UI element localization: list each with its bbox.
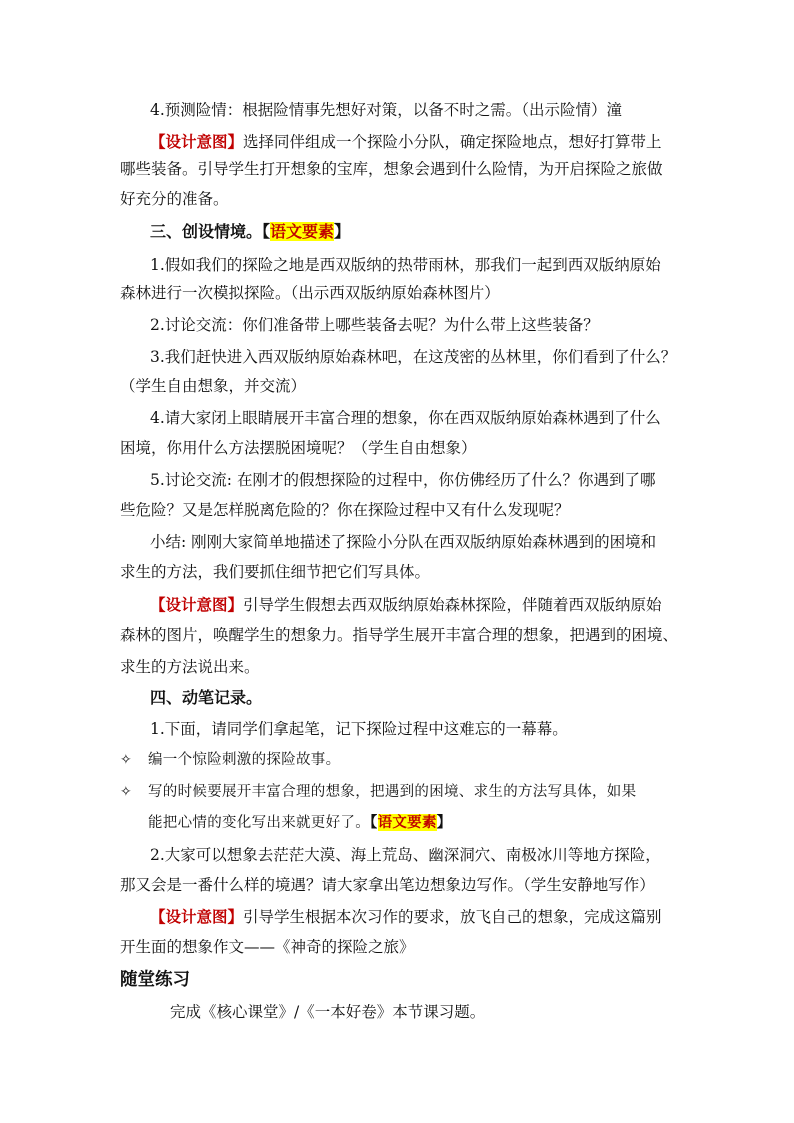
scenario-1-line-b: 森林进行一次模拟探险。（出示西双版纳原始森林图片） xyxy=(120,284,500,302)
practice-line: 完成《核心课堂》/《一本好卷》本节课习题。 xyxy=(170,1003,486,1021)
design-intent-tag: 【设计意图】 xyxy=(150,595,244,614)
stray-mark: 潼 xyxy=(606,101,623,119)
step-4-text: 4.预测险情：根据险情事先想好对策，以备不时之需。（出示险情） xyxy=(150,101,607,119)
design-intent-2-line-b: 森林的图片，唤醒学生的想象力。指导学生展开丰富合理的想象，把遇到的困境、 xyxy=(120,626,679,644)
design-intent-text: 引导学生假想去西双版纳原始森林探险，伴随着西双版纳原始 xyxy=(243,596,662,614)
diamond-bullet-icon: ✧ xyxy=(120,752,132,768)
scenario-1-line-a: 1.假如我们的探险之地是西双版纳的热带雨林，那我们一起到西双版纳原始 xyxy=(150,256,661,274)
design-intent-text: 选择同伴组成一个探险小分队，确定探险地点，想好打算带上 xyxy=(243,133,662,151)
writing-2-line-a: 2.大家可以想象去茫茫大漠、海上荒岛、幽深洞穴、南极冰川等地方探险， xyxy=(150,846,661,864)
design-intent-2-line-a xyxy=(150,593,662,617)
scenario-3-line-b: （学生自由想象，并交流） xyxy=(120,377,307,395)
scenario-5-line-a: 5.讨论交流: 在刚才的假想探险的过程中，你仿佛经历了什么？你遇到了哪 xyxy=(150,471,656,489)
bullet-1-text: 编一个惊险刺激的探险故事。 xyxy=(148,752,341,768)
design-intent-text: 引导学生根据本次习作的要求，放飞自己的想象，完成这篇别 xyxy=(243,908,662,926)
design-intent-tag: 【设计意图】 xyxy=(150,907,244,926)
design-intent-3-line-a xyxy=(150,905,662,929)
section-title-practice: 随堂练习 xyxy=(120,970,190,990)
design-intent-2-line-c: 求生的方法说出来。 xyxy=(120,658,260,676)
design-intent-tag: 【设计意图】 xyxy=(150,132,244,151)
writing-1-line: 1.下面，请同学们拿起笔，记下探险过程中这难忘的一幕幕。 xyxy=(150,720,568,738)
language-element-tag: 语文要素 xyxy=(377,814,437,831)
design-intent-1-line-b: 哪些装备。引导学生打开想象的宝库，想象会遇到什么险情，为开启探险之旅做 xyxy=(120,160,663,178)
bullet-2-line-b: 能把心情的变化写出来就更好了。【语文要素】 xyxy=(148,814,452,831)
bullet-2-text-b: 能把心情的变化写出来就更好了。 xyxy=(148,815,370,831)
scenario-4-line-a: 4.请大家闭上眼睛展开丰富合理的想象，你在西双版纳原始森林遇到了什么 xyxy=(150,409,661,427)
scenario-2-line: 2.讨论交流：你们准备带上哪些装备去呢？为什么带上这些装备？ xyxy=(150,316,599,334)
scenario-3-line-a: 3.我们赶快进入西双版纳原始森林吧，在这茂密的丛林里，你们看到了什么？ xyxy=(150,348,677,366)
bullet-2-text-a: 写的时候要展开丰富合理的想象，把遇到的困境、求生的方法写具体，如果 xyxy=(148,784,637,800)
diamond-bullet-icon: ✧ xyxy=(120,784,132,800)
design-intent-3-line-b: 开生面的想象作文——《神奇的探险之旅》 xyxy=(120,938,415,956)
language-element-tag: 语文要素 xyxy=(270,222,335,241)
scenario-5-line-b: 些危险？又是怎样脱离危险的？你在探险过程中又有什么发现呢？ xyxy=(120,501,570,519)
section-3-heading: 三、创设情境。【语文要素】 xyxy=(150,222,351,241)
step-4-line xyxy=(150,98,622,122)
summary-line-a: 小结: 刚刚大家简单地描述了探险小分队在西双版纳原始森林遇到的困境和 xyxy=(150,533,657,551)
section-4-heading: 四、动笔记录。 xyxy=(150,688,263,707)
scenario-4-line-b: 困境，你用什么方法摆脱困境呢？（学生自由想象） xyxy=(120,439,477,457)
section-3-title: 三、创设情境。 xyxy=(150,222,263,241)
design-intent-1-line-c: 好充分的准备。 xyxy=(120,190,229,208)
summary-line-b: 求生的方法，我们要抓住细节把它们写具体。 xyxy=(120,563,431,581)
design-intent-1-line-a xyxy=(150,130,662,154)
writing-2-line-b: 那又会是一番什么样的境遇？请大家拿出笔边想象边写作。（学生安静地写作） xyxy=(120,876,655,894)
